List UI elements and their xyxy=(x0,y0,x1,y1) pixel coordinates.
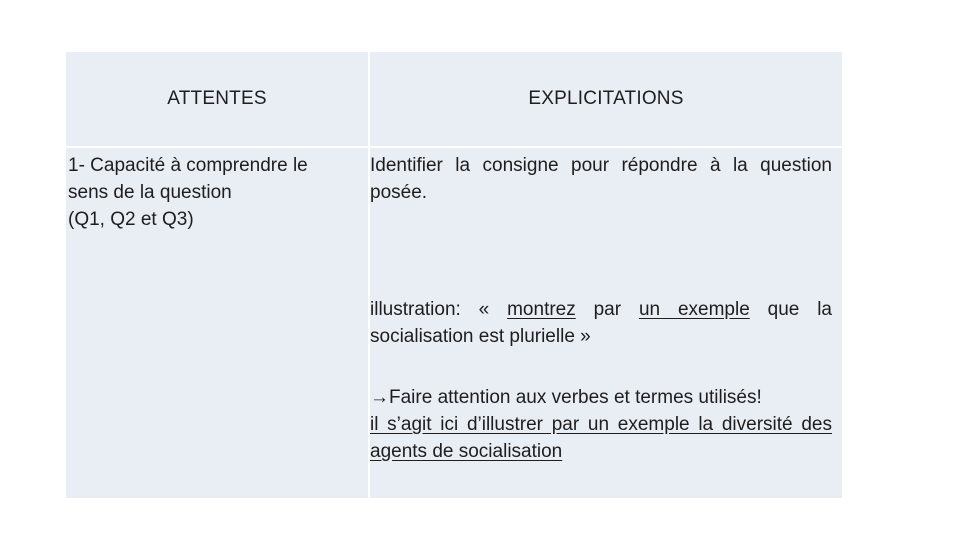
row-divider xyxy=(66,146,842,148)
attente-line-2: sens de la question xyxy=(68,182,232,203)
header-attentes: ATTENTES xyxy=(167,88,267,109)
attente-line-1: 1- Capacité à comprendre le xyxy=(68,155,308,176)
cell-explicitations xyxy=(370,152,832,462)
attente-line-3: (Q1, Q2 et Q3) xyxy=(68,209,194,230)
header-explicitations: EXPLICITATIONS xyxy=(528,88,684,109)
table xyxy=(66,52,842,498)
para2-underlined-exemple: exemple xyxy=(677,299,750,320)
explicitation-paragraph-2 xyxy=(370,296,832,350)
para3-underlined: il s’agit ici d’illustrer par un exemple la diversité des agents de socialisation xyxy=(370,414,832,462)
cell-attentes xyxy=(68,152,362,233)
para2-underlined-un: un xyxy=(638,299,661,320)
para2-mid: par xyxy=(575,299,639,320)
explicitation-paragraph-1: Identifier la consigne pour répondre à la question posée. xyxy=(370,155,832,203)
para3-text: →Faire attention aux verbes et termes utilisés! xyxy=(370,387,762,408)
explicitation-paragraph-3 xyxy=(370,384,832,465)
para2-prefix: illustration: « xyxy=(370,299,508,320)
para2-suffix: que la socialisation est plurielle » xyxy=(370,299,832,347)
para2-underlined-space xyxy=(660,299,678,320)
para2-underlined-montrez: montrez xyxy=(507,299,576,320)
